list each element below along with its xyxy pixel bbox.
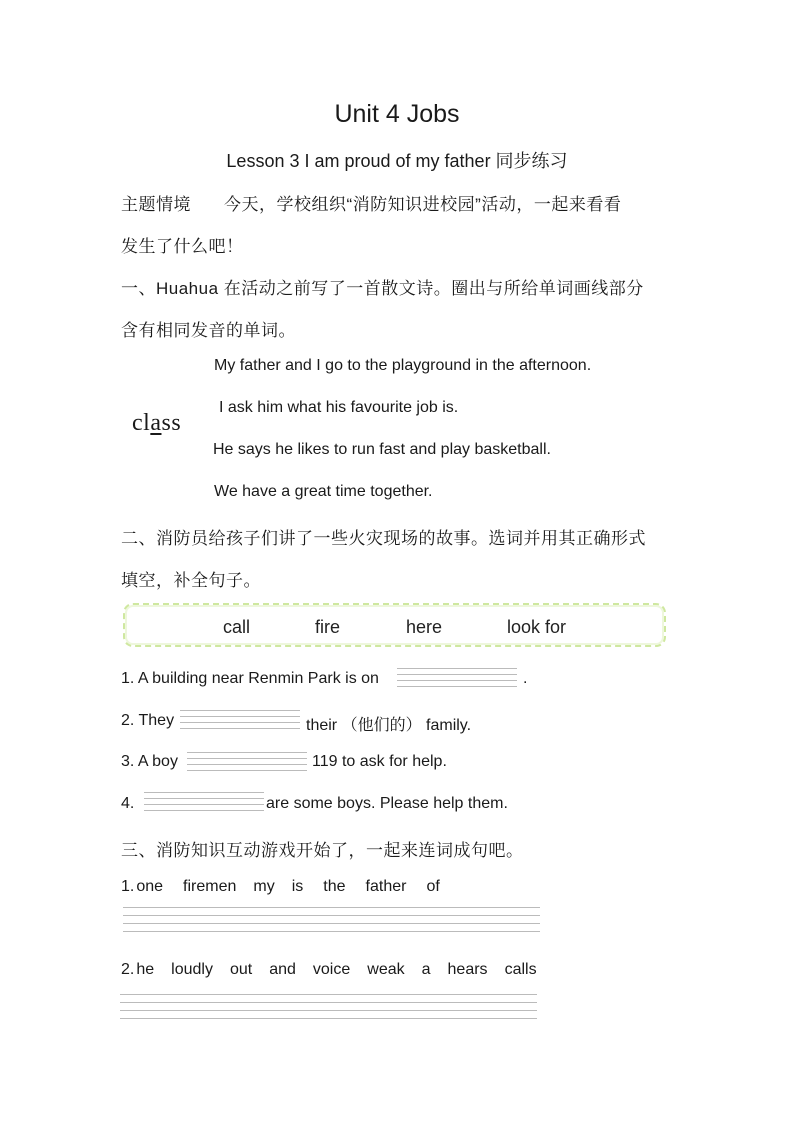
scramble-2: 2. he loudly out and voice weak a hears calls [121,961,537,978]
word-bank-item: call [223,617,251,637]
target-word: class [132,410,182,436]
answer-blank-2[interactable] [180,710,300,732]
poem-line-4: We have a great time together. [214,483,433,500]
word-bank [123,603,666,647]
answer-blank-3[interactable] [187,752,307,774]
question-2-end: their （他们的） family. [306,717,472,734]
section1-heading-line2: 含有相同发音的单词。 [121,321,296,340]
scramble-1: 1. one firemen my is the father of [121,878,440,895]
question-3-end: 119 to ask for help. [312,753,447,770]
word-bank-item: here [406,617,443,637]
word-bank-item: look for [507,617,567,637]
question-1-text: 1. A building near Renmin Park is on [121,670,379,687]
section2-heading-line2: 填空，补全句子。 [121,571,261,590]
theme-label: 主题情境 [121,195,191,214]
poem-line-3: He says he likes to run fast and play basketball. [213,441,551,458]
page-title: Unit 4 Jobs [334,100,460,128]
question-3-text: 3. A boy [121,753,178,770]
theme-text-line1: 今天，学校组织“消防知识进校园”活动，一起来看看 [224,195,622,214]
section1-heading-line1: 一、Huahua 在活动之前写了一首散文诗。圈出与所给单词画线部分 [121,279,644,298]
section3-heading: 三、消防知识互动游戏开始了，一起来连词成句吧。 [121,841,524,860]
page-subtitle: Lesson 3 I am proud of my father 同步练习 [226,151,568,171]
question-1-end: . [523,670,528,687]
poem-line-1: My father and I go to the playground in the afternoon. [214,357,592,374]
poem-line-2: I ask him what his favourite job is. [219,399,459,416]
question-4-text: 4. [121,795,135,812]
section2-heading-line1: 二、消防员给孩子们讲了一些火灾现场的故事。选词并用其正确形式 [121,529,646,548]
underlined-letter: a [150,410,162,436]
question-4-end: are some boys. Please help them. [266,795,508,812]
word-bank-item: fire [315,617,341,637]
question-2-text: 2. They [121,712,175,729]
writing-lines-2[interactable] [120,994,537,1020]
theme-text-line2: 发生了什么吧！ [121,237,244,256]
answer-blank-4[interactable] [144,792,264,814]
writing-lines-1[interactable] [123,907,540,933]
answer-blank-1[interactable] [397,668,517,690]
